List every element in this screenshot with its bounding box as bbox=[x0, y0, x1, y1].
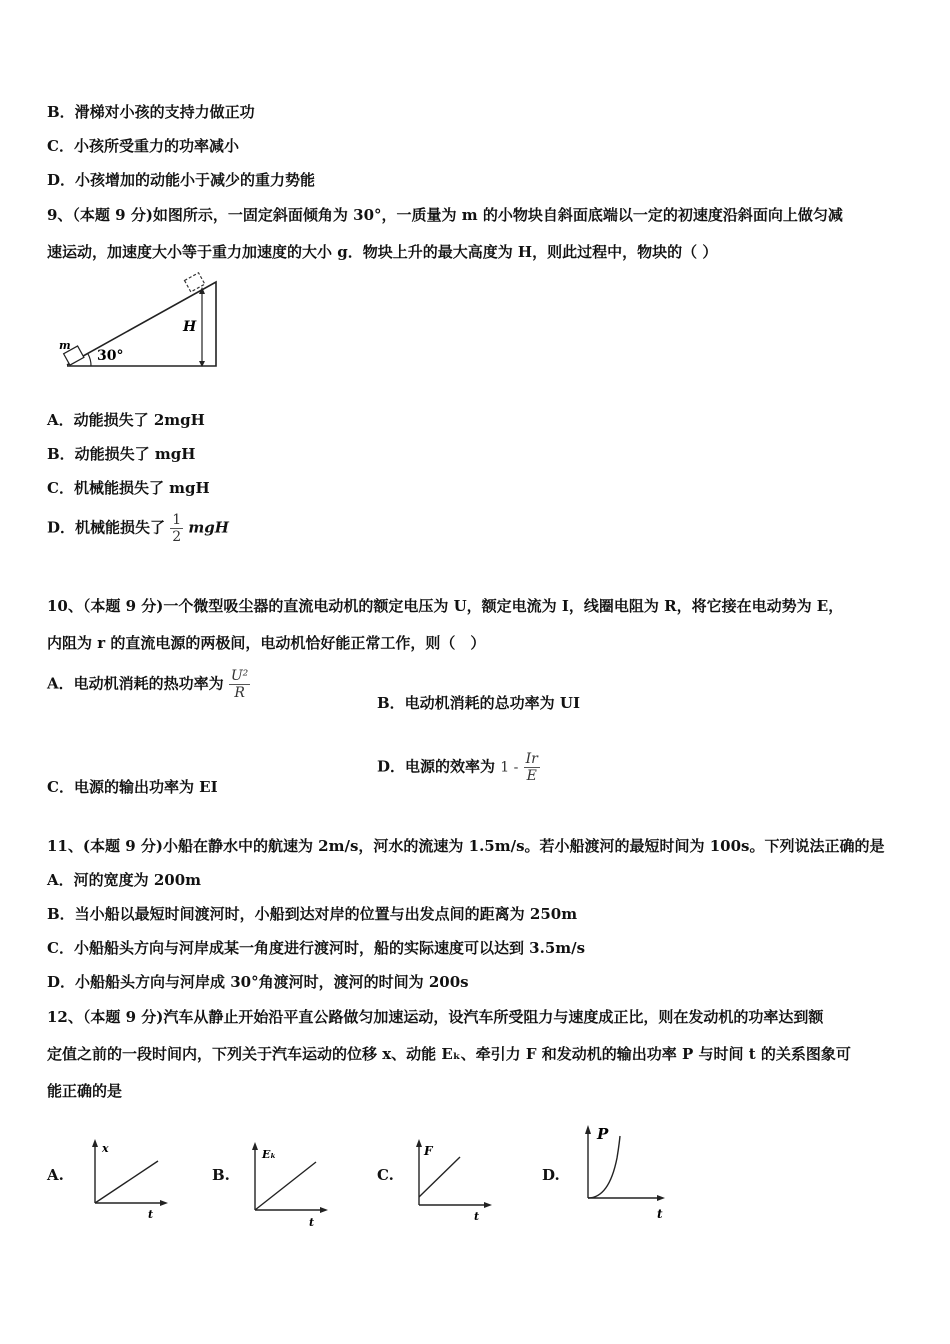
y-axis-label: Eₖ bbox=[262, 1148, 277, 1161]
q12-option-b-label: B. bbox=[212, 1166, 230, 1184]
q9-stem-line2: 速运动，加速度大小等于重力加速度的大小 g．物块上升的最大高度为 H，则此过程中，物块的（ ） bbox=[47, 243, 718, 261]
curve bbox=[95, 1161, 158, 1203]
q9-option-d-suffix: mgH bbox=[188, 518, 229, 537]
q10-option-c: C．电源的输出功率为 EI bbox=[47, 778, 218, 796]
q10-option-d-prefix: D．电源的效率为 bbox=[377, 757, 496, 776]
q10-option-a-prefix: A．电动机消耗的热功率为 bbox=[47, 674, 224, 693]
angle-label: 30° bbox=[97, 348, 124, 364]
q10-option-a-fraction bbox=[229, 668, 250, 701]
q10-option-a bbox=[47, 668, 250, 701]
y-axis-arrow bbox=[252, 1142, 258, 1150]
graph-f-t bbox=[406, 1135, 496, 1227]
q10-stem-line2: 内阻为 r 的直流电源的两极间，电动机恰好能正常工作，则（ ） bbox=[47, 634, 486, 652]
graph-p-t bbox=[575, 1120, 670, 1225]
curve bbox=[255, 1162, 316, 1210]
q12-stem-line2: 定值之前的一段时间内，下列关于汽车运动的位移 x、动能 Eₖ、牵引力 F 和发动机的输出功率 P 与时间 t 的关系图象可 bbox=[47, 1045, 851, 1063]
q9-option-c: C．机械能损失了 mgH bbox=[47, 479, 210, 497]
q11-option-d: D．小船船头方向与河岸成 30°角渡河时，渡河的时间为 200s bbox=[47, 973, 469, 991]
q12-stem-line1: 12、（本题 9 分)汽车从静止开始沿平直公路做匀加速运动，设汽车所受阻力与速度成正比，则在发动机的功率达到额 bbox=[47, 1008, 824, 1026]
fraction-denominator: 2 bbox=[172, 529, 182, 545]
q9-option-b: B．动能损失了 mgH bbox=[47, 445, 196, 463]
curve bbox=[588, 1136, 620, 1198]
x-axis-arrow bbox=[320, 1207, 328, 1213]
q9-option-a: A．动能损失了 2mgH bbox=[47, 411, 205, 429]
y-axis-arrow bbox=[585, 1125, 591, 1134]
q8-option-d: D．小孩增加的动能小于减少的重力势能 bbox=[47, 171, 316, 189]
incline-figure bbox=[50, 270, 230, 375]
fraction-numerator: 1 bbox=[172, 512, 182, 528]
curve bbox=[419, 1157, 460, 1197]
q10-stem-line1: 10、（本题 9 分)一个微型吸尘器的直流电动机的额定电压为 U，额定电流为 I，线圈电阻为 R，将它接在电动势为 E， bbox=[47, 597, 844, 615]
q8-option-b: B．滑梯对小孩的支持力做正功 bbox=[47, 103, 255, 121]
fraction-denominator: E bbox=[526, 768, 537, 784]
q9-stem-line1: 9、（本题 9 分)如图所示，一固定斜面倾角为 30°，一质量为 m 的小物块自斜面底端以一定的初速度沿斜面向上做匀减 bbox=[47, 206, 843, 224]
y-axis-label: P bbox=[597, 1125, 609, 1143]
q12-option-c-label: C. bbox=[377, 1166, 394, 1184]
fraction-numerator: Ir bbox=[525, 751, 538, 767]
y-axis-label: x bbox=[102, 1142, 109, 1155]
mass-label: m bbox=[59, 339, 71, 352]
x-axis-label: t bbox=[657, 1207, 663, 1221]
q9-option-d-prefix: D．机械能损失了 bbox=[47, 518, 166, 537]
x-axis-label: t bbox=[148, 1208, 154, 1221]
graph-x-t bbox=[82, 1135, 172, 1225]
q8-option-c: C．小孩所受重力的功率减小 bbox=[47, 137, 239, 155]
x-axis-arrow bbox=[657, 1195, 665, 1201]
q10-option-d-lead: 1 - bbox=[500, 759, 519, 776]
y-axis-arrow bbox=[92, 1139, 98, 1147]
x-axis-label: t bbox=[309, 1216, 315, 1229]
fraction-denominator: R bbox=[234, 685, 245, 701]
graph-ek-t bbox=[242, 1138, 332, 1230]
q11-option-a: A．河的宽度为 200m bbox=[47, 871, 202, 889]
fraction-numerator: U² bbox=[230, 668, 249, 684]
height-label: H bbox=[183, 319, 197, 335]
q10-option-d-fraction bbox=[524, 751, 540, 784]
x-axis-label: t bbox=[474, 1210, 480, 1223]
q11-stem: 11、(本题 9 分)小船在静水中的航速为 2m/s，河水的流速为 1.5m/s。若小船渡河的最短时间为 100s。下列说法正确的是 bbox=[47, 837, 885, 855]
q9-option-d bbox=[47, 512, 229, 545]
q10-option-b: B．电动机消耗的总功率为 UI bbox=[377, 694, 580, 712]
x-axis-arrow bbox=[160, 1200, 168, 1206]
q10-option-d bbox=[377, 751, 540, 784]
y-axis-label: F bbox=[424, 1144, 433, 1158]
q12-stem-line3: 能正确的是 bbox=[47, 1082, 123, 1100]
y-axis-arrow bbox=[416, 1139, 422, 1147]
q9-option-d-fraction bbox=[170, 512, 183, 545]
q11-option-b: B．当小船以最短时间渡河时，小船到达对岸的位置与出发点间的距离为 250m bbox=[47, 905, 578, 923]
q11-option-c: C．小船船头方向与河岸成某一角度进行渡河时，船的实际速度可以达到 3.5m/s bbox=[47, 939, 586, 957]
q12-option-d-label: D. bbox=[542, 1166, 560, 1184]
q12-option-a-label: A. bbox=[47, 1166, 64, 1184]
angle-arc bbox=[88, 354, 91, 366]
x-axis-arrow bbox=[484, 1202, 492, 1208]
